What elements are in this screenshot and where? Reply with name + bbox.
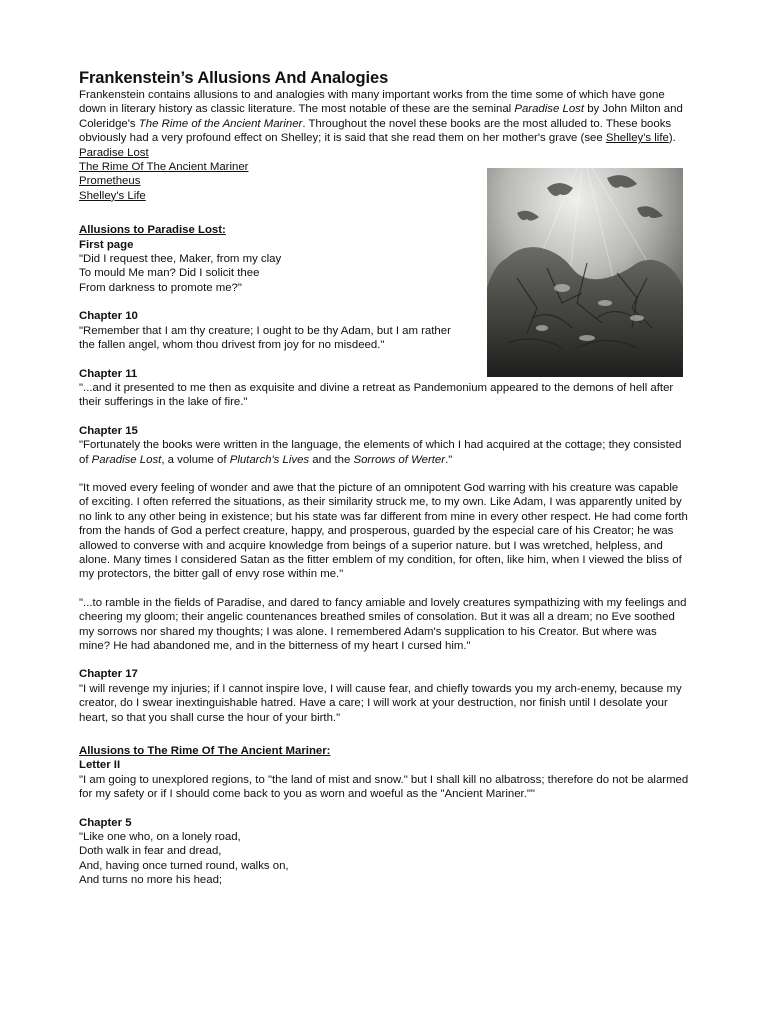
quote-line: "Like one who, on a lonely road, xyxy=(79,831,241,844)
quote-line: "Did I request thee, Maker, from my clay xyxy=(79,253,282,266)
heading-chapter-11: Chapter 11 xyxy=(79,367,138,380)
page-title: Frankenstein’s Allusions And Analogies xyxy=(79,69,389,87)
quote-chapter-17: "I will revenge my injuries; if I cannot inspire love, I will cause fear, and chiefly towards you my arch-enemy, because my creator, do I swear inextinguishable hatred. Have a care; I will work at your destruction, nor finish until I desolate your heart, so that you shall curse the hour of your birth." xyxy=(79,682,682,724)
heading-letter-ii: Letter II xyxy=(79,759,121,772)
quote-line: Doth walk in fear and dread, xyxy=(79,845,222,858)
heading-chapter-15: Chapter 15 xyxy=(79,424,138,437)
quote-text: "Fortunately the books were written in the language, the elements of which I had acquired at the cottage; they consisted of xyxy=(79,439,682,466)
link-rime-ancient-mariner[interactable]: The Rime Of The Ancient Mariner xyxy=(79,161,249,174)
quote-chapter-15-c: "...to ramble in the fields of Paradise, and dared to fancy amiable and lovely creatures sympathizing with my feelings and cheering my gloom; their angelic countenances breathed smiles of consolation. But it was all a dream; no Eve soothed my sorrows nor shared my thoughts; I was alone. I remembered Adam's supplication to his Creator. But where was mine? He had abandoned me, and in the bitterness of my heart I cursed him." xyxy=(79,596,687,652)
shelleys-life-inline-link[interactable]: Shelley's life xyxy=(605,132,669,145)
quote-chapter-10: "Remember that I am thy creature; I ought to be thy Adam, but I am rather the fallen angel, whom thou drivest from joy for no misdeed." xyxy=(79,324,451,352)
quote-letter-ii: "I am going to unexplored regions, to "the land of mist and snow." but I shall kill no albatross; therefore do not be alarmed for my safety or if I should come back to you as worn and woeful as the "Ancient Mariner."" xyxy=(79,773,689,801)
heading-chapter-17: Chapter 17 xyxy=(79,668,138,681)
quote-text: and the xyxy=(309,453,354,466)
intro-text: by John Milton and Coleridge's xyxy=(79,103,683,130)
heading-first-page: First page xyxy=(79,238,134,251)
section-title-paradise-lost: Allusions to Paradise Lost: xyxy=(79,224,226,237)
link-list xyxy=(79,146,689,204)
heading-chapter-5: Chapter 5 xyxy=(79,816,132,829)
quote-chapter-11: "...and it presented to me then as exquisite and divine a retreat as Pandemonium appeared to the demons of hell after their sufferings in the lake of fire." xyxy=(79,381,674,409)
quote-line: To mould Me man? Did I solicit thee xyxy=(79,267,260,280)
intro-title-paradise-lost: Paradise Lost xyxy=(514,103,585,116)
heading-chapter-10: Chapter 10 xyxy=(79,310,138,323)
link-paradise-lost[interactable]: Paradise Lost xyxy=(79,146,149,159)
intro-text: ). xyxy=(668,132,676,145)
quote-line: And, having once turned round, walks on, xyxy=(79,859,289,872)
quote-chapter-15-b: "It moved every feeling of wonder and awe that the picture of an omnipotent God warring with his creature was capable of exciting. I often referred the situations, as their similarity struck me, to my own. Like Adam, I was apparently united by no link to any other being in existence; but his state was far different from mine in every other respect. He had come forth from the hands of God a perfect creature, happy, and prosperous, guarded by the especial care of his Creator; he was allowed to converse with and acquire knowledge from beings of a superior nature. but I was wretched, helpless, and alone. Many times I considered Satan as the fitter emblem of my condition, for often, like him, when I viewed the bliss of my protectors, the bitter gall of envy rose within me." xyxy=(79,481,688,581)
document-page xyxy=(79,68,689,888)
intro-text: . Throughout the novel these books are the most alluded to. These books obviously had a very profound effect on Shelley; it is said that she read them on her mother's grave (see xyxy=(79,117,672,145)
quote-line: And turns no more his head; xyxy=(79,874,223,887)
intro-text: Frankenstein contains allusions to and analogies with many important works from the time some of which have gone down in literary history as classic literature. The most notable of these are the seminal xyxy=(79,89,665,116)
quote-line: From darkness to promote me?" xyxy=(79,281,242,294)
quote-text: ." xyxy=(445,453,453,466)
link-prometheus[interactable]: Prometheus xyxy=(79,175,141,188)
quote-chapter-15-a xyxy=(79,438,689,467)
quote-title: Plutarch's Lives xyxy=(229,453,310,466)
quote-title: Sorrows of Werter xyxy=(353,453,446,466)
intro-title-rime: The Rime of the Ancient Mariner xyxy=(138,117,303,130)
section-title-rime: Allusions to The Rime Of The Ancient Mariner: xyxy=(79,745,331,758)
intro-paragraph xyxy=(79,88,689,146)
quote-title: Paradise Lost xyxy=(91,453,162,466)
quote-text: , a volume of xyxy=(161,453,230,466)
link-shelleys-life[interactable]: Shelley's Life xyxy=(79,189,146,202)
